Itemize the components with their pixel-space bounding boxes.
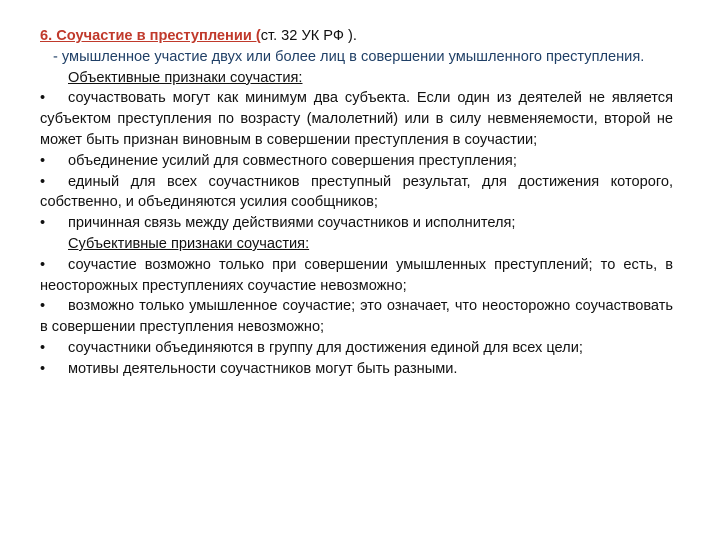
list-item: • соучастники объединяются в группу для достижения единой для всех цели;: [40, 338, 673, 359]
title-article-ref: ст. 32 УК РФ ).: [260, 28, 357, 44]
bullet-icon: •: [40, 152, 46, 169]
list-item: • соучаствовать могут как минимум два субъекта. Если один из деятелей не является субъектом преступления по возрасту (малолетний) или в силу невменяемости, второй не может быть признан виновным в совершении преступления в соучастии;: [40, 90, 673, 148]
list-item: • единый для всех соучастников преступный результат, для достижения которого, собственно, и объединяются усилия сообщников;: [40, 173, 673, 211]
subjective-heading: Субъективные признаки соучастия:: [68, 235, 310, 252]
definition: - умышленное участие двух или более лиц в совершении умышленного преступления.: [53, 48, 645, 65]
slide-title: [40, 26, 673, 47]
bullet-icon: •: [40, 339, 46, 356]
bullet-icon: •: [40, 298, 46, 315]
slide-content: [40, 26, 673, 380]
bullet-icon: •: [40, 256, 46, 273]
list-item: • объединение усилий для совместного совершения преступления;: [40, 151, 673, 172]
bullet-icon: •: [40, 173, 46, 190]
bullet-icon: •: [40, 360, 46, 377]
list-item: • причинная связь между действиями соучастников и исполнителя;: [40, 213, 673, 234]
list-item: • возможно только умышленное соучастие; это означает, что неосторожно соучаствовать в совершении преступления невозможно;: [40, 298, 673, 336]
objective-heading: Объективные признаки соучастия:: [68, 69, 303, 86]
list-item: • мотивы деятельности соучастников могут быть разными.: [40, 359, 673, 380]
bullet-icon: •: [40, 215, 46, 232]
bullet-icon: •: [40, 90, 46, 107]
list-item: • соучастие возможно только при совершении умышленных преступлений; то есть, в неосторожных преступлениях соучастие невозможно;: [40, 256, 673, 294]
title-main: 6. Соучастие в преступлении (: [40, 28, 261, 44]
